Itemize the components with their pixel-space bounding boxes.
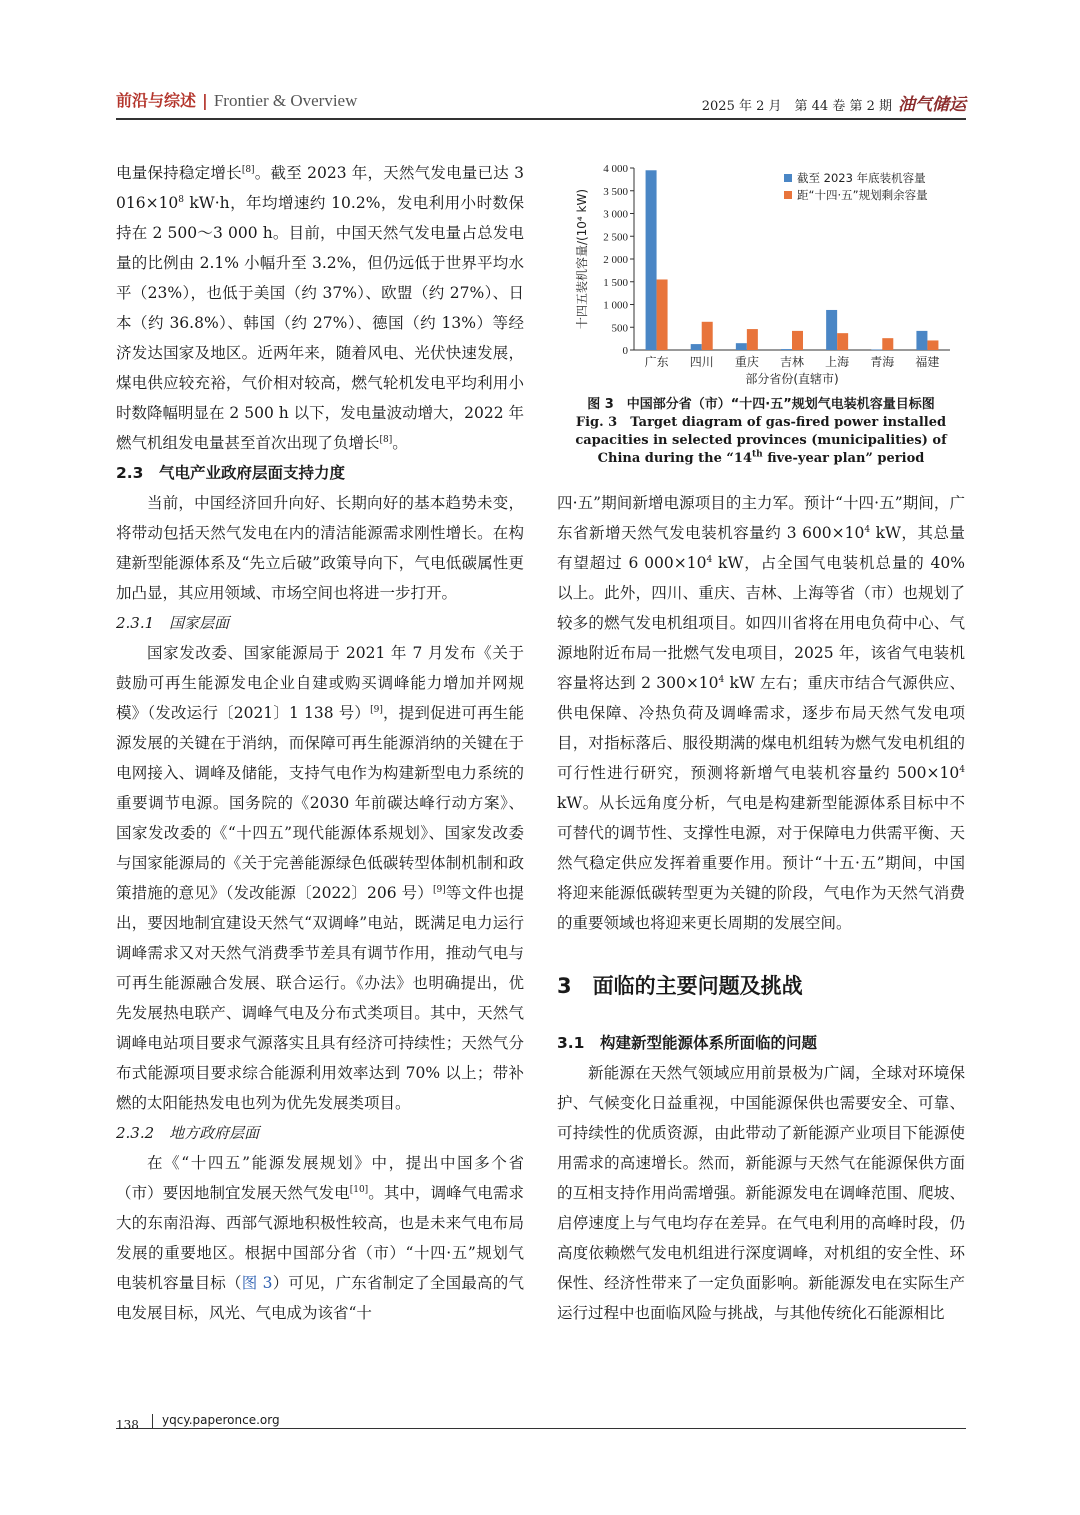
bar-重庆-installed: [736, 343, 747, 350]
figure-link[interactable]: 图 3: [241, 1274, 273, 1292]
heading-3-1: 3.1 构建新型能源体系所面临的问题: [557, 1034, 817, 1052]
paragraph: 四·五”期间新增电源项目的主力军。预计“十四·五”期间，广东省新增天然气发电装机容量约 3 $600\times 10^4$ kW，其总量有望超过 6 $000\times 10^4$ kW，占全国气电装机总量的 40% 以上。此外，四川、重庆、吉林、上海等省（市）也规划了较多的燃气发电机组项目。如四川省将在用电负荷中心、气源地附近布局一批燃气发电项目，2025 年，该省气电装机容量将达到 2 $300\times 10^4$ kW 左右；重庆市结合气源供应、供电保障、冷热负荷及调峰需求，逐步布局天然气发电项目，对指标落后、服役期满的煤电机组转为燃气发电机组的可行性进行研究，预测将新增气电装机容量约 $500\times 10^4$ kW。从长远角度分析，气电是构建新型能源体系目标中不可替代的调节性、支撑性电源，对于保障电力供需平衡、天然气稳定供应发挥着重要作用。预计“十五·五”期间，中国将迎来能源低碳转型更为关键的阶段，气电作为天然气消费的重要领域也将迎来更长周期的发展空间。: [557, 494, 966, 932]
x-tick-label: 福建: [915, 355, 940, 369]
y-tick-label: 1 500: [603, 276, 628, 289]
y-tick-label: 1 000: [603, 299, 628, 312]
paragraph: 新能源在天然气领域应用前景极为广阔，全球对环境保护、气候变化日益重视，中国能源保供也需要安全、可靠、可持续性的优质资源，由此带动了新能源产业项目下能源使用需求的高速增长。然而，新能源与天然气在能源保供方面的互相支持作用尚需增强。新能源发电在调峰范围、爬坡、启停速度上与气电均存在差异。在气电利用的高峰时段，仍高度依赖燃气发电机组进行深度调峰，对机组的安全性、环保性、经济性带来了一定负面影响。新能源发电在实际生产运行过程中也面临风险与挑战，与其他传统化石能源相比: [557, 1064, 965, 1322]
figure-3-chart: [572, 158, 962, 390]
bar-吉林-installed: [781, 349, 792, 350]
x-tick-label: 重庆: [734, 355, 759, 369]
caption-cn: 图 3 中国部分省（市）“十四·五”规划气电装机容量目标图: [587, 397, 935, 412]
section-label: 前沿与综述 | Frontier & Overview: [116, 91, 358, 110]
right-column: [557, 488, 965, 1328]
issue-date: 2025 年 2 月 第 44 卷 第 2 期: [701, 99, 892, 114]
journal-logo: 油气储运: [898, 95, 966, 115]
bar-重庆-remaining: [747, 329, 758, 350]
paragraph: 国家发改委、国家能源局于 2021 年 7 月发布《关于鼓励可再生能源发电企业自建或购买调峰能力增加并网规模》（发改运行〔2021〕1 138 号）[9]，提到促进可再生能源发展的关键在于消纳，而保障可再生能源消纳的关键在于电网接入、调峰及储能，支持气电作为构建新型电力系统的重要调节电源。国务院的《2030 年前碳达峰行动方案》、国家发改委的《“十四五”现代能源体系规划》、国家发改委与国家能源局的《关于完善能源绿色低碳转型体制机制和政策措施的意见》（发改能源〔2022〕206 号）[9]等文件也提出，要因地制宜建设天然气“双调峰”电站，既满足电力运行调峰需求又对天然气消费季节差具有调节作用，推动气电与可再生能源融合发展、联合运行。《办法》也明确提出，优先发展热电联产、调峰气电及分布式类项目。其中，天然气调峰电站项目要求气源落实且具有经济可持续性；天然气分布式能源项目要求综合能源利用效率达到 70% 以上；带补燃的太阳能热发电也列为优先发展类项目。: [116, 644, 524, 1112]
y-tick-label: 4 000: [603, 163, 628, 175]
bar-四川-remaining: [702, 322, 713, 350]
bar-上海-remaining: [837, 333, 848, 350]
bar-青海-installed: [871, 350, 882, 351]
heading-2-3-2: 2.3.2 地方政府层面: [116, 1124, 260, 1142]
y-tick-label: 0: [622, 345, 628, 357]
figure-caption: [556, 396, 966, 468]
y-tick-label: 2 000: [603, 254, 628, 266]
section-title-en: Frontier & Overview: [213, 91, 358, 110]
caption-en: Fig. 3 Target diagram of gas-fired power installed capacities in selected provinces (municipalities) of China during the “14th five-year plan” period: [575, 415, 947, 466]
bar-广东-remaining: [657, 279, 668, 350]
page-header: [116, 86, 966, 116]
paragraph: 电量保持稳定增长[8]。截至 2023 年，天然气发电量已达 3 $016\times 10^8$ kW·h，年均增速约 10.2%，发电利用小时数保持在 2 500～3 000 h。目前，中国天然气发电量占总发电量的比例由 2.1% 小幅升至 3.2%，但仍远低于世界平均水平（23%），也低于美国（约 37%）、欧盟（约 27%）、日本（约 36.8%）、韩国（约 27%）、德国（约 13%）等经济发达国家及地区。近两年来，随着风电、光伏快速发展，煤电供应较充裕，气价相对较高，燃气轮机发电平均利用小时数降幅明显在 2 500 h 以下，发电量波动增大，2022 年燃气机组发电量甚至首次出现了负增长[8]。: [116, 164, 525, 452]
bar-广东-installed: [646, 170, 657, 350]
heading-2-3: 2.3 气电产业政府层面支持力度: [116, 464, 345, 482]
left-column: [116, 158, 524, 1328]
y-tick-label: 3 000: [603, 208, 628, 221]
journal-url[interactable]: yqcy.paperonce.org: [162, 1413, 280, 1427]
section-title-cn: 前沿与综述: [116, 91, 197, 110]
page-number: 138: [116, 1418, 139, 1432]
bar-四川-installed: [691, 344, 702, 350]
bar-福建-installed: [916, 331, 927, 350]
bar-吉林-remaining: [792, 331, 803, 350]
y-tick-label: 2 500: [603, 231, 628, 244]
x-tick-label: 广东: [644, 355, 669, 369]
y-tick-label: 500: [611, 322, 628, 335]
x-tick-label: 上海: [825, 355, 850, 369]
x-axis-label: 部分省份(直辖市): [745, 372, 839, 386]
x-tick-label: 吉林: [779, 355, 805, 369]
paragraph: 当前，中国经济回升向好、长期向好的基本趋势未变，将带动包括天然气发电在内的清洁能源需求刚性增长。在构建新型能源体系及“先立后破”政策导向下，气电低碳属性更加凸显，其应用领域、市场空间也将进一步打开。: [116, 494, 524, 602]
bar-福建-remaining: [927, 340, 938, 350]
y-axis-label: 十四五装机容量/(10⁴ kW): [575, 188, 589, 330]
x-tick-label: 青海: [870, 355, 895, 369]
heading-2-3-1: 2.3.1 国家层面: [116, 614, 230, 632]
bar-上海-installed: [826, 310, 837, 350]
issue-info: [702, 90, 966, 115]
footer-divider: [152, 1414, 153, 1429]
legend-label: 截至 2023 年底装机容量: [797, 171, 926, 185]
legend-swatch: [784, 191, 792, 199]
footer-rule: [116, 1428, 966, 1429]
header-rule: [116, 118, 966, 120]
legend-swatch: [784, 174, 792, 182]
bar-青海-remaining: [882, 338, 893, 350]
paragraph: 在《“十四五”能源发展规划》中，提出中国多个省（市）要因地制宜发展天然气发电[10]。其中，调峰气电需求大的东南沿海、西部气源地积极性较高，也是未来气电布局发展的重要地区。根据中国部分省（市）“十四·五”规划气电装机容量目标（图 3）可见，广东省制定了全国最高的气电发展目标，风光、气电成为该省“十: [116, 1154, 524, 1322]
legend-label: 距“十四·五”规划剩余容量: [797, 188, 928, 202]
y-tick-label: 3 500: [603, 185, 628, 198]
x-tick-label: 四川: [689, 355, 714, 369]
heading-3: 3 面临的主要问题及挑战: [557, 974, 803, 998]
bar-chart: [572, 158, 962, 390]
